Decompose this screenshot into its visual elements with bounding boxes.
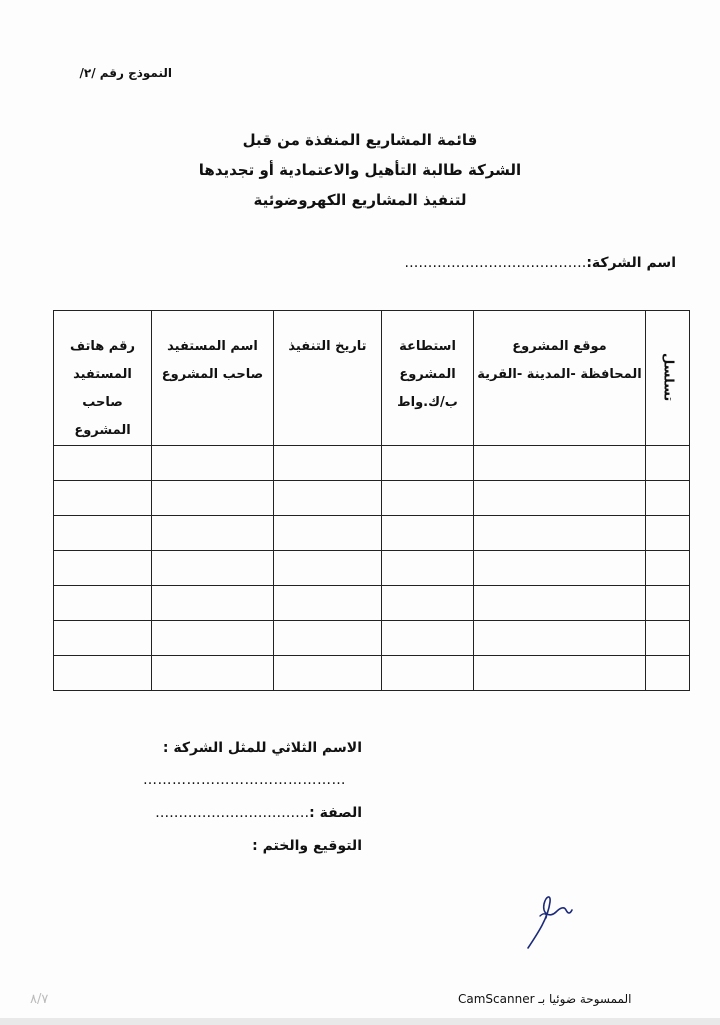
table-cell [646, 446, 690, 481]
col-capacity-line-3: ب/ك.واط [397, 395, 458, 410]
table-cell [54, 551, 152, 586]
name-label: الاسم الثلاثي للمثل الشركة : [162, 740, 362, 756]
table-cell [274, 551, 382, 586]
table-cell [274, 586, 382, 621]
table-cell [274, 516, 382, 551]
table-row [54, 551, 690, 586]
table-cell [54, 481, 152, 516]
name-dots: …………………………………… [143, 772, 346, 788]
col-date [274, 311, 382, 446]
table-body [54, 446, 690, 691]
table-cell [54, 656, 152, 691]
col-capacity-line-2: المشروع [399, 367, 456, 382]
title-line-1: قائمة المشاريع المنفذة من قبل [242, 131, 478, 149]
table-row [54, 656, 690, 691]
title-field [155, 805, 362, 821]
table-cell [646, 586, 690, 621]
table-cell [274, 481, 382, 516]
col-phone-line-3: المشروع [74, 423, 131, 438]
col-beneficiary [152, 311, 274, 446]
col-serial [646, 311, 690, 446]
table-cell [474, 656, 646, 691]
table-cell [474, 621, 646, 656]
table-cell [54, 446, 152, 481]
table-row [54, 621, 690, 656]
table-cell [646, 516, 690, 551]
col-phone [54, 311, 152, 446]
table-header-row [54, 311, 690, 446]
table-cell [382, 446, 474, 481]
col-phone-line-2: المستفيد صاحب [73, 367, 132, 410]
table-cell [382, 586, 474, 621]
signature-stamp-label: التوقيع والختم : [252, 838, 362, 854]
table-cell [274, 621, 382, 656]
table-cell [382, 516, 474, 551]
table-cell [54, 586, 152, 621]
col-beneficiary-line-2: صاحب المشروع [161, 367, 264, 382]
title-line-2: الشركة طالبة التأهيل والاعتمادية أو تجديدها [198, 161, 522, 179]
table-row [54, 446, 690, 481]
table-cell [274, 656, 382, 691]
form-number: النموذج رقم /٢/ [79, 66, 172, 80]
table-cell [474, 586, 646, 621]
camscanner-footer: الممسوحة ضوئيا بـ CamScanner [458, 992, 632, 1006]
table-cell [152, 551, 274, 586]
table-cell [54, 621, 152, 656]
table-cell [382, 621, 474, 656]
company-name-field [404, 255, 676, 271]
page-number: ٨/٧ [30, 992, 49, 1007]
table-cell [646, 656, 690, 691]
title-dots: …………………………… [155, 805, 310, 821]
table-cell [474, 551, 646, 586]
table-cell [646, 481, 690, 516]
handwritten-signature [520, 888, 590, 958]
table-cell [54, 516, 152, 551]
col-location [474, 311, 646, 446]
title-label: الصفة : [309, 805, 362, 821]
table-cell [474, 516, 646, 551]
col-phone-line-1: رقم هاتف [70, 339, 135, 354]
document-title [0, 125, 720, 215]
col-serial-label: تسلسل [660, 353, 676, 402]
projects-table [53, 310, 690, 691]
col-location-line-1: موقع المشروع [512, 339, 607, 354]
table-row [54, 481, 690, 516]
table-row [54, 586, 690, 621]
bottom-strip [0, 1018, 720, 1025]
table-cell [474, 446, 646, 481]
table-cell [152, 656, 274, 691]
table-cell [152, 621, 274, 656]
table-cell [382, 551, 474, 586]
col-beneficiary-line-1: اسم المستفيد [167, 339, 258, 354]
table-cell [382, 656, 474, 691]
table-cell [152, 446, 274, 481]
col-capacity [382, 311, 474, 446]
col-location-line-2: المحافظة -المدينة -القرية [477, 367, 642, 382]
title-line-3: لتنفيذ المشاريع الكهروضوئية [253, 191, 467, 209]
table-cell [646, 621, 690, 656]
table-cell [274, 446, 382, 481]
table-cell [646, 551, 690, 586]
table-cell [152, 586, 274, 621]
company-dots: ………………………………… [404, 255, 587, 271]
col-capacity-line-1: استطاعة [399, 339, 456, 354]
table-cell [474, 481, 646, 516]
table-cell [152, 516, 274, 551]
company-label: اسم الشركة: [586, 255, 676, 271]
table-cell [152, 481, 274, 516]
table-row [54, 516, 690, 551]
table-cell [382, 481, 474, 516]
col-date-line-1: تاريخ التنفيذ [288, 339, 367, 354]
